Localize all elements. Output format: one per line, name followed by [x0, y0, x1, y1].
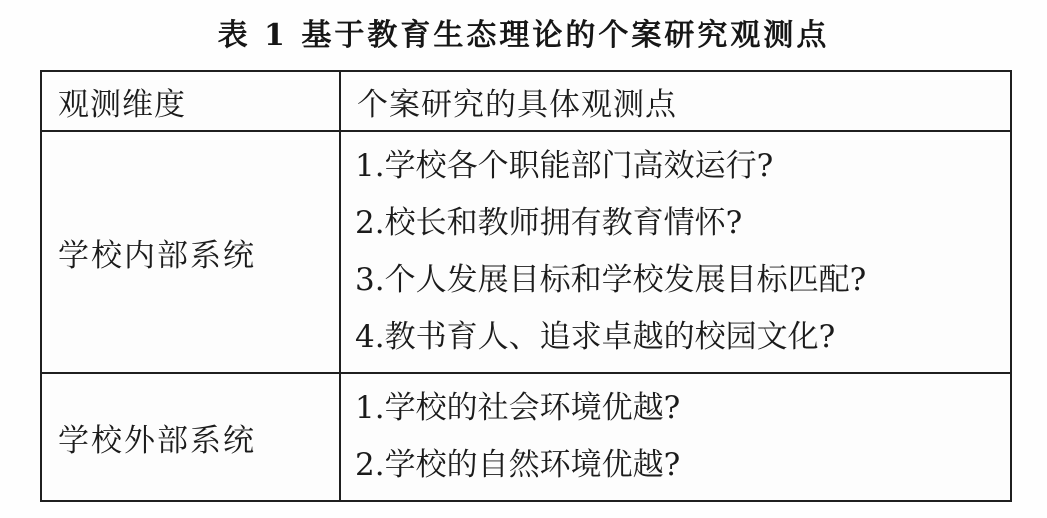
point-line: 2.校长和教师拥有教育情怀?: [355, 205, 743, 241]
dimension-cell: 学校外部系统: [41, 373, 340, 501]
point-line: 4.教书育人、追求卓越的校园文化?: [355, 319, 836, 355]
column-header-dimension: 观测维度: [41, 71, 340, 131]
table-header-row: [41, 71, 1011, 131]
point-line: 1.学校的社会环境优越?: [355, 390, 681, 426]
points-cell: [340, 373, 1011, 501]
table-title: 表 1 基于教育生态理论的个案研究观测点: [217, 18, 830, 53]
table-row-internal-system: [41, 131, 1011, 373]
column-header-points: 个案研究的具体观测点: [340, 71, 1011, 131]
table-row-external-system: [41, 373, 1011, 501]
point-line: 3.个人发展目标和学校发展目标匹配?: [355, 262, 867, 298]
points-cell: [340, 131, 1011, 373]
point-line: 2.学校的自然环境优越?: [355, 447, 681, 483]
observation-table: [40, 70, 1012, 502]
point-line: 1.学校各个职能部门高效运行?: [355, 148, 774, 184]
dimension-cell: 学校内部系统: [41, 131, 340, 373]
